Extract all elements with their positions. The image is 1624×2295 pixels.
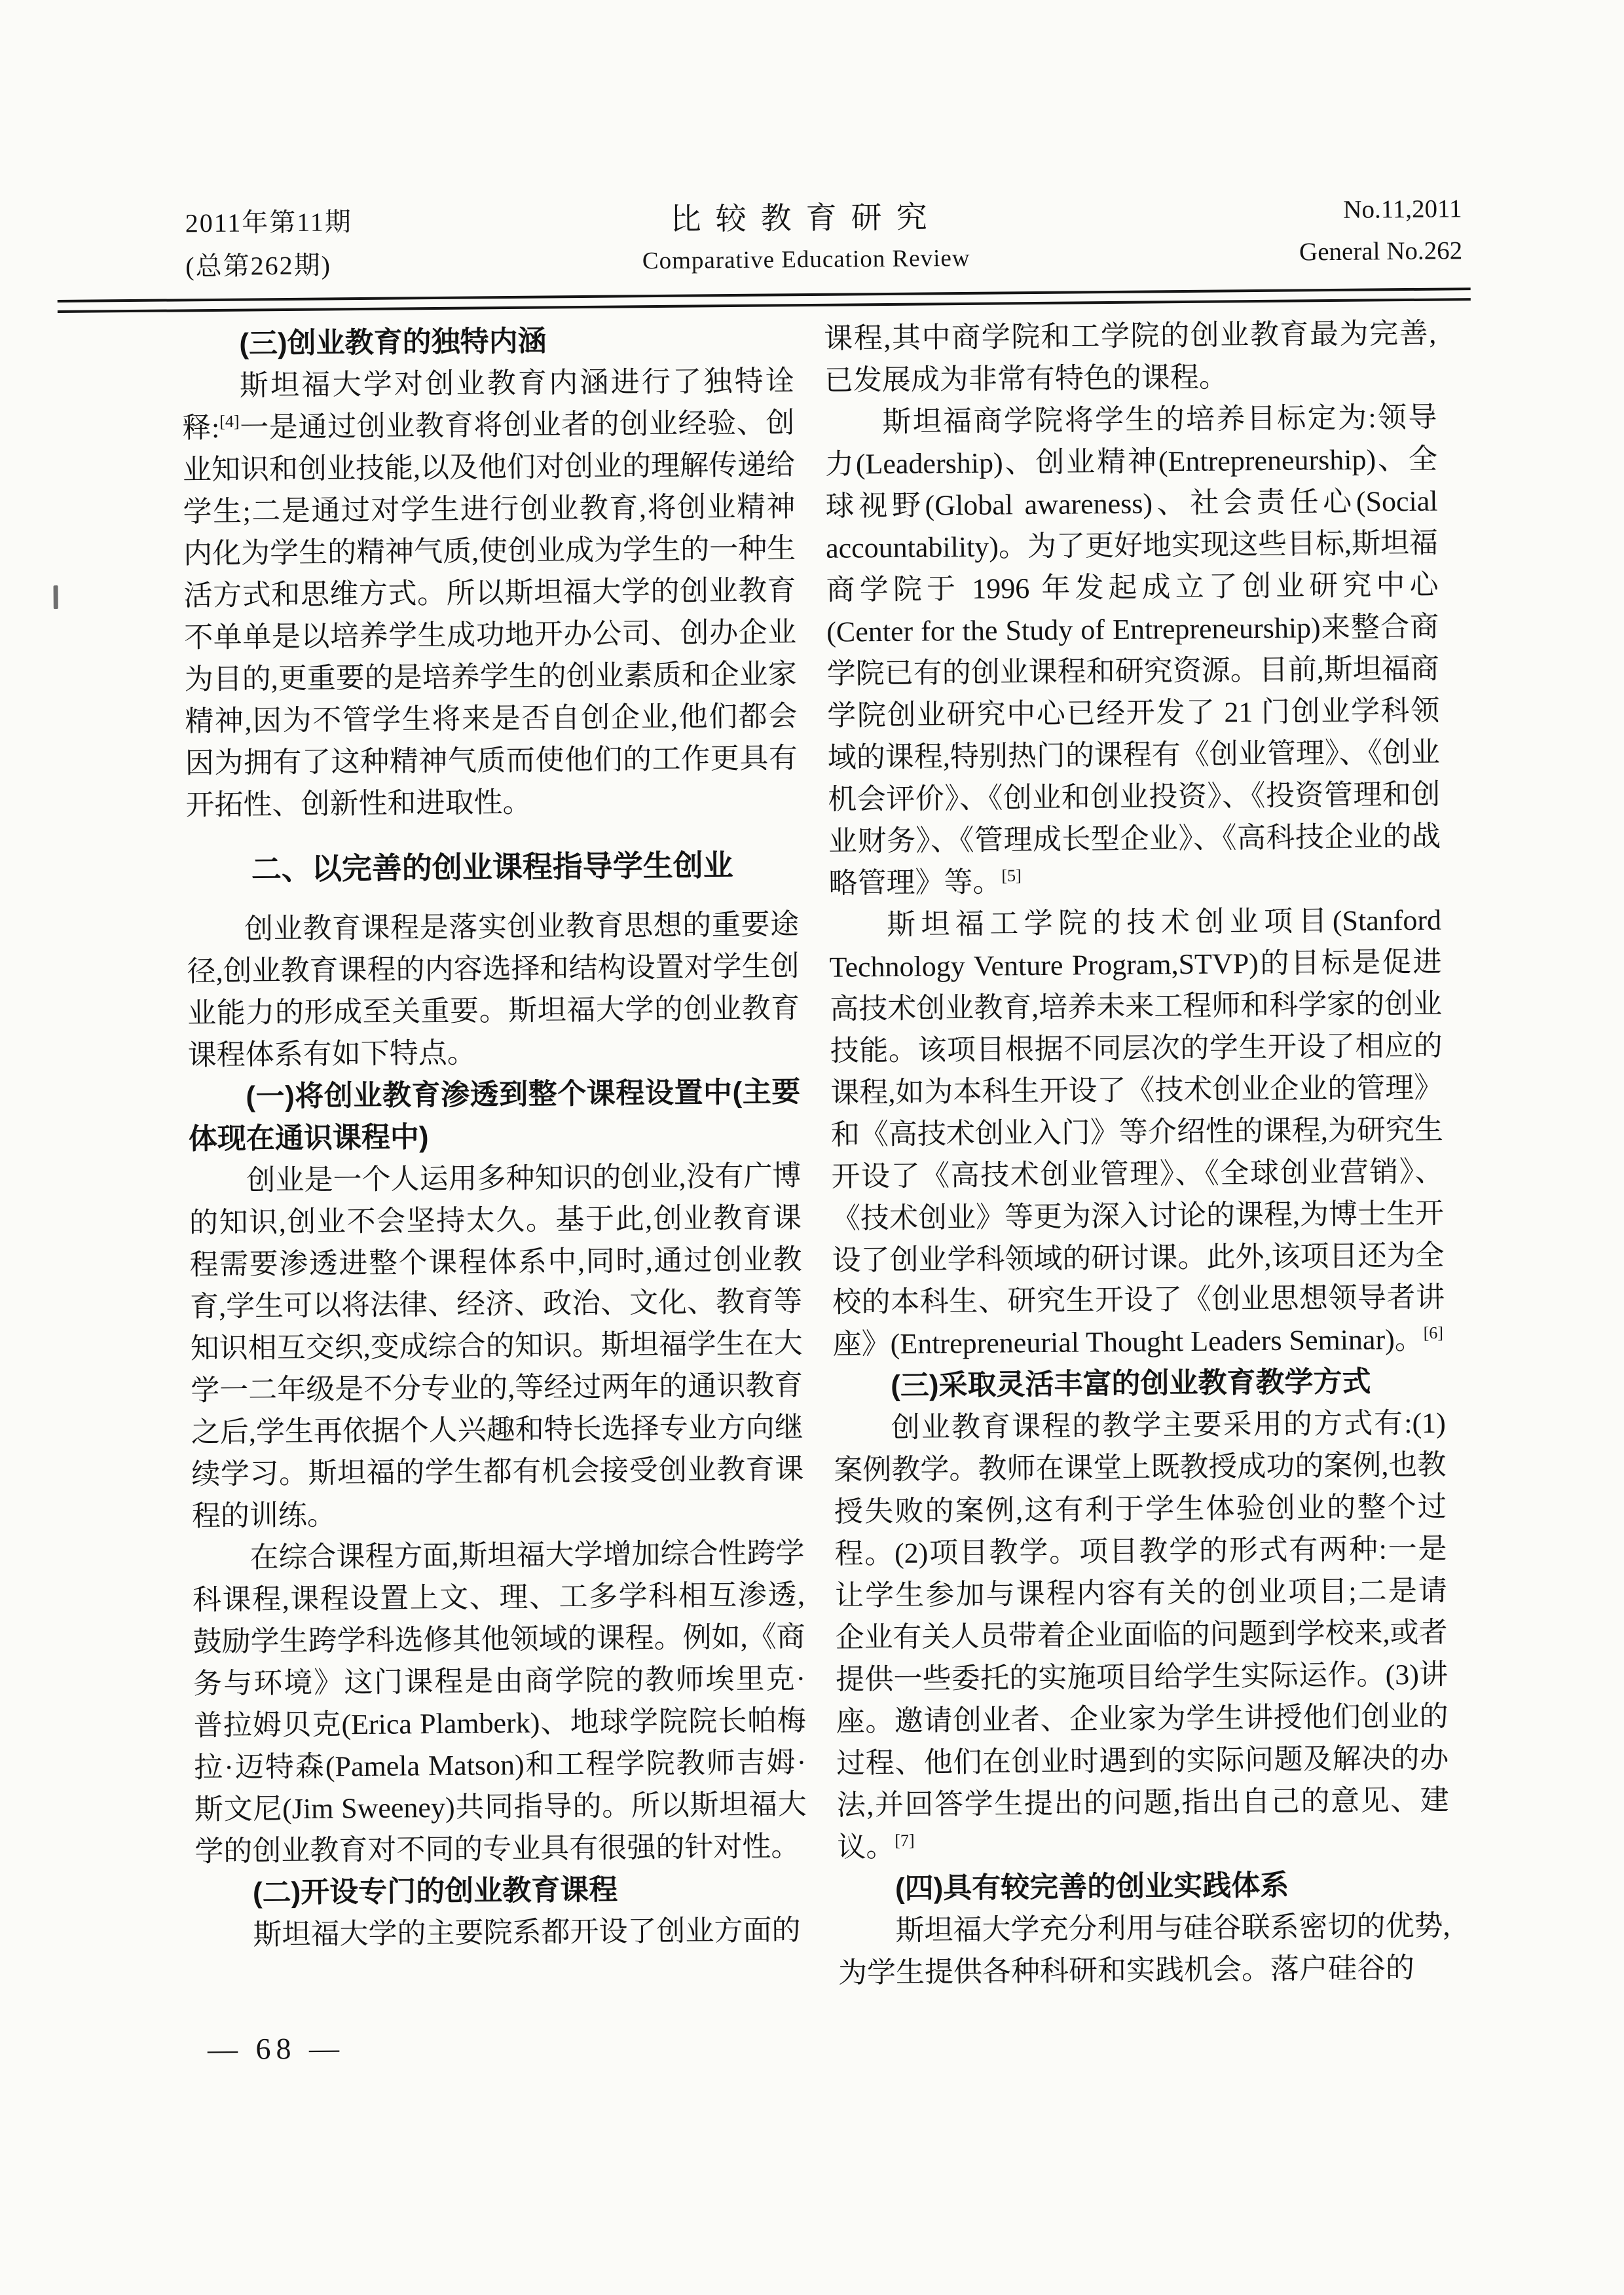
header-journal-title — [642, 193, 970, 275]
subsection-heading: (二)开设专门的创业教育课程 — [252, 1873, 618, 1909]
right-column — [824, 313, 1450, 1994]
subsection-heading: (三)采取灵活丰富的创业教育教学方式 — [891, 1365, 1371, 1402]
subsection-heading: (四)具有较完善的创业实践体系 — [895, 1869, 1289, 1905]
issue-general-en: General No.262 — [1299, 236, 1463, 266]
two-column-body — [181, 313, 1450, 2000]
citation-ref: [5] — [1001, 866, 1022, 885]
journal-title-en: Comparative Education Review — [642, 244, 970, 275]
paragraph: 创业教育课程是落实创业教育思想的重要途径,创业教育课程的内容选择和结构设置对学生创业能力的形成至关重要。斯坦福大学的创业教育课程体系有如下特点。 — [187, 908, 800, 1072]
paragraph: 斯坦福工学院的技术创业项目(Stanford Technology Venture Program,STVP)的目标是促进高技术创业教育,培养未来工程师和科学家的创业技能。该项目根据不同层次的学生开设了相应的课程,如为本科生开设了《技术创业企业的管理》和《高技术创业入门》等介绍性的课程,为研究生开设了《高技术创业管理》、《全球创业营销》、《技术创业》等更为深入讨论的课程,为博士生开设了创业学科领域的研讨课。此外,该项目还为全校的本科生、研究生开设了《创业思想领导者讲座》(Entrepreneurial Thought Leaders Seminar)。[6] — [829, 904, 1445, 1361]
paragraph: 创业教育课程的教学主要采用的方式有:(1)案例教学。教师在课堂上既教授成功的案例,也教授失败的案例,这有利于学生体验创业的整个过程。(2)项目教学。项目教学的形式有两种:一是让学生参加与课程内容有关的创业项目;二是请企业有关人员带着企业面临的问题到学校来,或者提供一些委托的实施项目给学生实际运作。(3)讲座。邀请创业者、企业家为学生讲授他们创业的过程、他们在创业时遇到的实际问题及解决的办法,并回答学生提出的问题,指出自己的意见、建议。[7] — [834, 1406, 1450, 1864]
subsection-heading: (一)将创业教育渗透到整个课程设置中(主要体现在通识课程中) — [188, 1076, 801, 1156]
paragraph: 在综合课程方面,斯坦福大学增加综合性跨学科课程,课程设置上文、理、工多学科相互渗透,鼓励学生跨学科选修其他领域的课程。例如,《商务与环境》这门课程是由商学院的教师埃里克·普拉姆贝克(Erica Plamberk)、地球学院院长帕梅拉·迈特森(Pamela Matson)和工程学院教师吉姆·斯文尼(Jim Sweeney)共同指导的。所以斯坦福大学的创业教育对不同的专业具有很强的针对性。 — [192, 1537, 807, 1868]
left-column — [181, 318, 808, 2000]
paragraph: 创业是一个人运用多种知识的创业,没有广博的知识,创业不会坚持太久。基于此,创业教育课程需要渗透进整个课程体系中,同时,通过创业教育,学生可以将法律、经济、政治、文化、教育等知识相互交织,变成综合的知识。斯坦福学生在大学一二年级是不分专业的,等经过两年的通识教育之后,学生再依据个人兴趣和特长选择专业方向继续学习。斯坦福的学生都有机会接受创业教育课程的训练。 — [189, 1160, 804, 1533]
citation-ref: [7] — [895, 1831, 915, 1850]
issue-number-en: No.11,2011 — [1343, 194, 1462, 224]
citation-ref: [4] — [219, 411, 240, 431]
subsection-heading: (三)创业教育的独特内涵 — [239, 325, 547, 360]
page-number: — 68 — — [207, 2031, 345, 2066]
issue-number-cn: 2011年第11期 — [185, 207, 352, 238]
paragraph: 斯坦福大学的主要院系都开设了创业方面的 — [253, 1914, 801, 1951]
paragraph: 斯坦福大学充分利用与硅谷联系密切的优势,为学生提供各种科研和实践机会。落户硅谷的 — [838, 1909, 1450, 1989]
header-issue-en — [1299, 188, 1462, 273]
paragraph: 课程,其中商学院和工学院的创业教育最为完善,已发展成为非常有特色的课程。 — [824, 317, 1437, 397]
citation-ref: [6] — [1423, 1323, 1444, 1343]
section-heading: 二、以完善的创业课程指导学生创业 — [251, 848, 734, 887]
issue-total-cn: (总第262期) — [185, 250, 332, 282]
scan-artifact — [54, 585, 58, 609]
header-issue-cn — [185, 200, 352, 288]
paragraph: 斯坦福商学院将学生的培养目标定为:领导力(Leadership)、创业精神(Entrepreneurship)、全球视野(Global awareness)、社会责任心(Social accountability)。为了更好地实现这些目标,斯坦福商学院于 1996 年发起成立了创业研究中心(Center for the Study of Entrepreneurship)来整合商学院已有的创业课程和研究资源。目前,斯坦福商学院创业研究中心已经开发了 21 门创业学科领域的课程,特别热门的课程有《创业管理》、《创业机会评价》、《创业和创业投资》、《投资管理和创业财务》、《管理成长型企业》、《高科技企业的战略管理》等。[5] — [824, 401, 1441, 900]
paragraph: 斯坦福大学对创业教育内涵进行了独特诠释:[4]一是通过创业教育将创业者的创业经验、创业知识和创业技能,以及他们对创业的理解传递给学生;二是通过对学生进行创业教育,将创业精神内化为学生的精神气质,使创业成为学生的一种生活方式和思维方式。所以斯坦福大学的创业教育不单单是以培养学生成功地开办公司、创办企业为目的,更重要的是培养学生的创业素质和企业家精神,因为不管学生将来是否自创企业,他们都会因为拥有了这种精神气质而使他们的工作更具有开拓性、创新性和进取性。 — [182, 365, 798, 822]
journal-title-cn: 比较教育研究 — [670, 200, 942, 237]
